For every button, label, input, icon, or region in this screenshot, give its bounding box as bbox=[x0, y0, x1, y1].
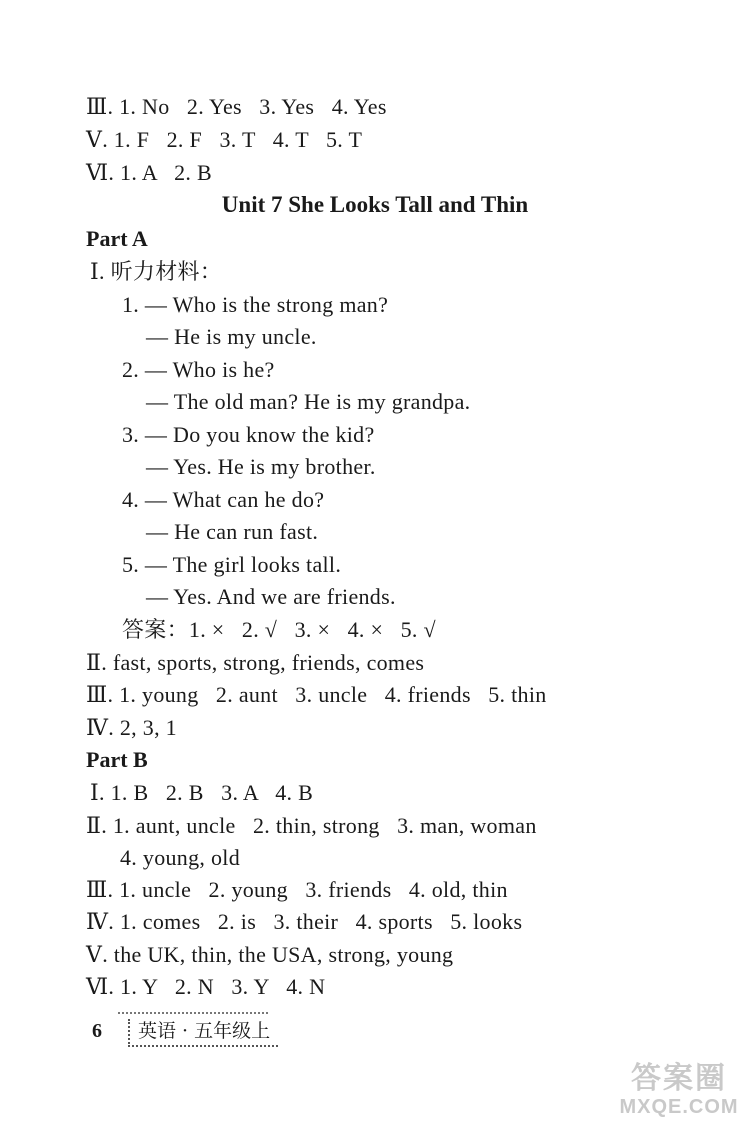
part-b-line: Ⅲ. 1. uncle 2. young 3. friends 4. old, thin bbox=[86, 877, 508, 902]
book-title: 英语 · 五年级上 bbox=[128, 1019, 278, 1047]
part-a-line: Ⅲ. 1. young 2. aunt 3. uncle 4. friends 5. thin bbox=[86, 682, 547, 707]
prev-answer-line-2: Ⅴ. 1. F 2. F 3. T 4. T 5. T bbox=[86, 127, 363, 152]
prev-answer-line-3: Ⅵ. 1. A 2. B bbox=[86, 160, 212, 185]
part-b-line: 4. young, old bbox=[120, 845, 241, 870]
part-b-line: Ⅰ. 1. B 2. B 3. A 4. B bbox=[90, 780, 314, 805]
dialogue-line: — The old man? He is my grandpa. bbox=[146, 389, 471, 414]
dialogue-line: 3. — Do you know the kid? bbox=[122, 422, 375, 447]
dialogue-line: 4. — What can he do? bbox=[122, 487, 325, 512]
dialogue-line: 5. — The girl looks tall. bbox=[122, 552, 342, 577]
watermark-url: MXQE.COM bbox=[619, 1096, 739, 1118]
part-a-line: Ⅳ. 2, 3, 1 bbox=[86, 715, 177, 740]
dialogue-line: — He can run fast. bbox=[146, 519, 319, 544]
dialogue-line: — Yes. He is my brother. bbox=[146, 454, 376, 479]
page-number: 6 bbox=[92, 1020, 102, 1042]
part-a-heading: Part A bbox=[86, 226, 148, 251]
watermark-text: 答案圈 bbox=[631, 1062, 727, 1095]
part-a-section1-label: Ⅰ. 听力材料： bbox=[90, 259, 223, 284]
part-b-heading: Part B bbox=[86, 747, 148, 772]
dialogue-line: 1. — Who is the strong man? bbox=[122, 292, 389, 317]
part-b-line: Ⅴ. the UK, thin, the USA, strong, young bbox=[86, 942, 454, 967]
unit-title: Unit 7 She Looks Tall and Thin bbox=[221, 192, 529, 217]
part-a-line: Ⅱ. fast, sports, strong, friends, comes bbox=[86, 650, 425, 675]
answer-key: 答案：1. × 2. √ 3. × 4. × 5. √ bbox=[122, 617, 436, 642]
dialogue-line: — Yes. And we are friends. bbox=[146, 584, 396, 609]
dialogue-line: — He is my uncle. bbox=[146, 324, 317, 349]
part-b-line: Ⅵ. 1. Y 2. N 3. Y 4. N bbox=[86, 974, 326, 999]
footer-divider bbox=[118, 1012, 268, 1014]
part-b-line: Ⅱ. 1. aunt, uncle 2. thin, strong 3. man, woman bbox=[86, 813, 537, 838]
part-b-line: Ⅳ. 1. comes 2. is 3. their 4. sports 5. looks bbox=[86, 909, 523, 934]
dialogue-line: 2. — Who is he? bbox=[122, 357, 275, 382]
prev-answer-line-1: Ⅲ. 1. No 2. Yes 3. Yes 4. Yes bbox=[86, 94, 387, 119]
watermark-logo bbox=[614, 1062, 744, 1118]
